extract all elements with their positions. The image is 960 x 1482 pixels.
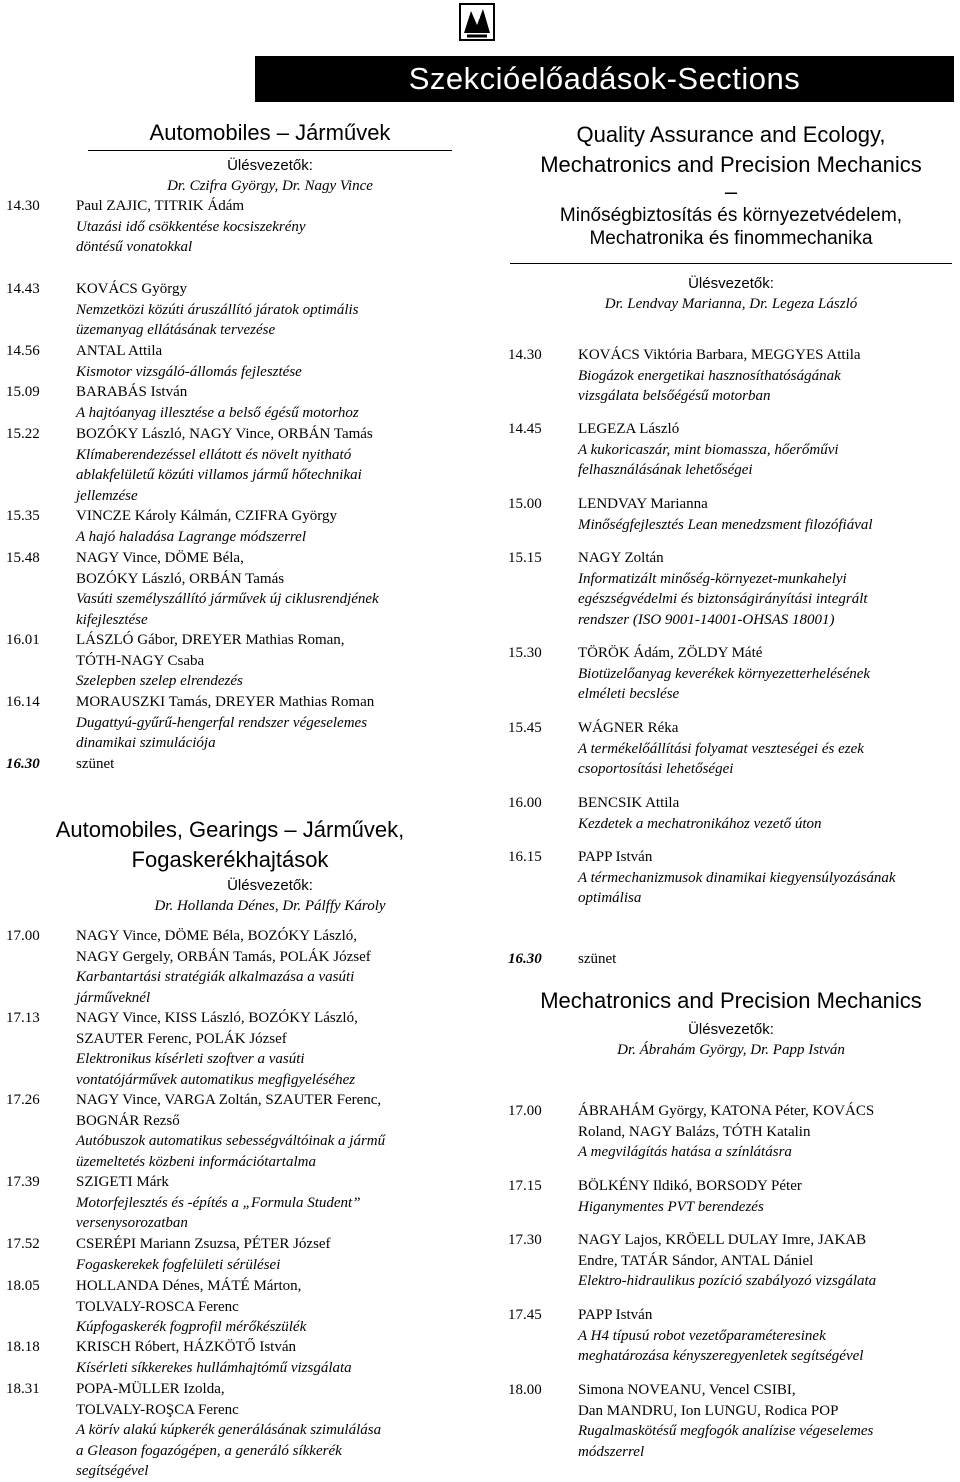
talk-body xyxy=(76,424,456,506)
talk-authors: LÁSZLÓ Gábor, DREYER Mathias Roman, xyxy=(76,632,345,648)
talk-authors: NAGY Zoltán xyxy=(578,550,664,566)
talk-time: 15.22 xyxy=(6,426,40,442)
talk-title: módszerrel xyxy=(578,1443,645,1460)
talk-title: Informatizált minőség-környezet-munkahelyi xyxy=(578,570,847,587)
talk-authors: TOLVALY-ROSCA Ferenc xyxy=(76,1298,239,1315)
talk-body xyxy=(578,1380,958,1462)
chairs-label: Ülésvezetők: xyxy=(688,275,774,292)
talk-title: vizsgálata belsőégésű motorban xyxy=(578,388,771,404)
talk-authors: BENCSIK Attila xyxy=(578,795,680,811)
talk-authors: KOVÁCS Viktória Barbara, MEGGYES Attila xyxy=(578,347,861,363)
talk-authors: NAGY Vince, DÖME Béla, BOZÓKY László, xyxy=(76,928,357,944)
talk-authors: NAGY Gergely, ORBÁN Tamás, POLÁK József xyxy=(76,948,371,965)
talk-title: Utazási idő csökkentése kocsiszekrény xyxy=(76,218,306,235)
talk-authors: KRISCH Róbert, HÁZKÖTŐ István xyxy=(76,1339,296,1355)
talk-time: 17.45 xyxy=(508,1307,542,1323)
section-title-line1: Quality Assurance and Ecology, xyxy=(576,122,886,147)
talk-authors: TOLVALY-ROŞCA Ferenc xyxy=(76,1401,239,1418)
talk-time: 18.18 xyxy=(6,1339,40,1355)
talk-title: optimálisa xyxy=(578,890,642,906)
talk-authors: BOZÓKY László, ORBÁN Tamás xyxy=(76,570,285,587)
talk-body xyxy=(76,506,456,547)
talk-time: 17.52 xyxy=(6,1236,40,1252)
section-title: Mechatronics and Precision Mechanics xyxy=(540,988,922,1013)
talk-time: 17.26 xyxy=(6,1092,40,1108)
talk-title: vontatójárművek automatikus megfigyeléséhez xyxy=(76,1071,356,1088)
section-title-line3: – xyxy=(724,179,738,204)
talk-authors: HOLLANDA Dénes, MÁTÉ Márton, xyxy=(76,1278,302,1294)
talk-time: 15.45 xyxy=(508,720,542,736)
talk-body xyxy=(578,643,958,705)
section-subtitle-line2: Mechatronika és finommechanika xyxy=(589,228,873,249)
section-divider xyxy=(88,150,452,151)
talk-time: 15.09 xyxy=(6,384,40,400)
section-mechatronics xyxy=(506,986,956,1016)
talk-title: Higanymentes PVT berendezés xyxy=(578,1198,764,1215)
talk-body xyxy=(76,1234,456,1275)
talk-title: Karbantartási stratégiák alkalmazása a vasúti xyxy=(76,969,355,985)
talk-body xyxy=(76,1276,456,1338)
section-quality-assurance xyxy=(506,120,956,250)
talk-authors: Endre, TATÁR Sándor, ANTAL Dániel xyxy=(578,1252,814,1269)
talk-time: 18.31 xyxy=(6,1381,40,1397)
talk-body xyxy=(76,692,456,754)
break-time: 16.30 xyxy=(6,756,40,772)
talk-title: Kísérleti síkkerekes hullámhajtómű vizsgálata xyxy=(76,1359,352,1376)
talk-authors: BOZÓKY László, NAGY Vince, ORBÁN Tamás xyxy=(76,426,373,442)
talk-authors: PAPP István xyxy=(578,849,653,865)
talk-authors: CSERÉPI Mariann Zsuzsa, PÉTER József xyxy=(76,1236,331,1252)
talk-title: versenysorozatban xyxy=(76,1215,188,1231)
talk-authors: Roland, NAGY Balázs, TÓTH Katalin xyxy=(578,1123,811,1140)
chairs-block xyxy=(80,876,460,916)
chairs-block xyxy=(80,156,460,196)
talk-title: Elektro-hidraulikus pozíció szabályozó vizsgálata xyxy=(578,1273,877,1289)
talk-authors: Simona NOVEANU, Vencel CSIBI, xyxy=(578,1382,796,1398)
talk-authors: SZAUTER Ferenc, POLÁK József xyxy=(76,1030,287,1047)
talk-authors: BARABÁS István xyxy=(76,384,188,400)
talk-title: üzemeltetés közbeni információtartalma xyxy=(76,1153,316,1170)
chairs-names: Dr. Ábrahám György, Dr. Papp István xyxy=(617,1042,845,1058)
chairs-names: Dr. Lendvay Marianna, Dr. Legeza László xyxy=(604,296,858,312)
talk-body xyxy=(76,382,456,423)
talk-title: Kismotor vizsgáló-állomás fejlesztése xyxy=(76,363,302,380)
section-gearings xyxy=(20,815,440,875)
talk-time: 15.30 xyxy=(508,645,542,661)
talk-body xyxy=(578,345,958,407)
talk-authors: ANTAL Attila xyxy=(76,343,163,359)
talk-time: 17.30 xyxy=(508,1232,542,1248)
talk-body xyxy=(76,630,456,692)
talk-authors: Dan MANDRU, Ion LUNGU, Rodica POP xyxy=(578,1402,839,1419)
talk-title: Dugattyú-gyűrű-hengerfal rendszer végeselemes xyxy=(76,714,368,731)
talk-time: 18.00 xyxy=(508,1382,542,1398)
talk-time: 14.30 xyxy=(6,198,40,214)
talk-authors: NAGY Vince, VARGA Zoltán, SZAUTER Ferenc, xyxy=(76,1092,382,1108)
talk-authors: BOGNÁR Rezső xyxy=(76,1112,180,1129)
talk-time: 17.15 xyxy=(508,1178,542,1194)
talk-title: csoportosítási lehetőségei xyxy=(578,761,734,777)
section-subtitle-line1: Minőségbiztosítás és környezetvédelem, xyxy=(559,205,903,226)
talk-authors: TÖRÖK Ádám, ZÖLDY Máté xyxy=(578,645,763,661)
sections-banner: Szekcióelőadások-Sections xyxy=(255,56,954,102)
talk-title: Biogázok energetikai hasznosíthatóságának xyxy=(578,367,841,384)
talk-time: 18.05 xyxy=(6,1278,40,1294)
chairs-block xyxy=(506,1020,956,1060)
talk-time: 15.35 xyxy=(6,508,40,524)
section-title-line1: Automobiles, Gearings – Járművek, xyxy=(55,817,405,842)
talk-title: Nemzetközi közúti áruszállító járatok optimális xyxy=(76,301,359,318)
talk-body xyxy=(578,1101,958,1163)
talk-title: Biotüzelőanyag keverékek környezetterhelésének xyxy=(578,665,871,682)
talk-body xyxy=(578,793,958,834)
talk-title: üzemanyag ellátásának tervezése xyxy=(76,322,276,338)
talk-title: Elektronikus kísérleti szoftver a vasúti xyxy=(76,1051,305,1067)
section-title: Automobiles – Járművek xyxy=(149,120,391,145)
talk-body xyxy=(76,548,456,630)
talk-authors: BÖLKÉNY Ildikó, BORSODY Péter xyxy=(578,1178,802,1194)
talk-time: 16.15 xyxy=(508,849,542,865)
talk-title: Motorfejlesztés és -építés a „Formula Student” xyxy=(76,1194,361,1211)
chairs-label: Ülésvezetők: xyxy=(227,877,313,894)
talk-title: jellemzése xyxy=(76,487,138,504)
talk-authors: Paul ZAJIC, TITRIK Ádám xyxy=(76,198,245,214)
talk-title: Kúpfogaskerék fogprofil mérőkészülék xyxy=(76,1319,307,1335)
talk-title: rendszer (ISO 9001-14001-OHSAS 18001) xyxy=(578,611,835,628)
talk-body xyxy=(76,279,456,341)
talk-authors: NAGY Vince, DÖME Béla, xyxy=(76,550,244,566)
section-title-line2: Mechatronics and Precision Mechanics xyxy=(540,152,922,177)
talk-authors: ÁBRAHÁM György, KATONA Péter, KOVÁCS xyxy=(578,1103,875,1119)
talk-title: kifejlesztése xyxy=(76,611,148,628)
talk-title: segítségével xyxy=(76,1463,149,1479)
talk-authors: WÁGNER Réka xyxy=(578,720,679,736)
talk-time: 17.13 xyxy=(6,1010,40,1026)
talk-body xyxy=(578,847,958,909)
chairs-label: Ülésvezetők: xyxy=(688,1021,774,1038)
talk-authors: NAGY Vince, KISS László, BOZÓKY László, xyxy=(76,1010,358,1026)
talk-title: Autóbuszok automatikus sebességváltóinak a jármű xyxy=(76,1133,386,1149)
talk-title: A termékelőállítási folyamat veszteségei és ezek xyxy=(578,740,864,757)
talk-authors: KOVÁCS György xyxy=(76,281,187,297)
talk-title: A megvilágítás hatása a színlátásra xyxy=(578,1144,792,1160)
talk-time: 14.43 xyxy=(6,281,40,297)
logo-emblem-icon xyxy=(459,3,495,41)
talk-body xyxy=(76,1008,456,1090)
talk-title: ablakfelületű közúti villamos jármű hőtechnikai xyxy=(76,467,362,483)
talk-title: A H4 típusú robot vezetőparaméteresinek xyxy=(578,1327,826,1344)
break-label: szünet xyxy=(578,951,617,967)
section-automobiles xyxy=(88,118,452,148)
talk-title: dinamikai szimulációja xyxy=(76,735,216,751)
talk-authors: LEGEZA László xyxy=(578,421,680,437)
talk-time: 14.30 xyxy=(508,347,542,363)
talk-authors: LENDVAY Marianna xyxy=(578,496,708,512)
talk-body xyxy=(76,196,456,258)
talk-body xyxy=(76,341,456,382)
talk-body xyxy=(578,419,958,481)
talk-time: 17.00 xyxy=(508,1103,542,1119)
talk-body xyxy=(578,718,958,780)
talk-body xyxy=(578,1230,958,1292)
talk-authors: VINCZE Károly Kálmán, CZIFRA György xyxy=(76,508,337,524)
talk-body xyxy=(578,1176,958,1217)
talk-title: A körív alakú kúpkerék generálásának szimulálása xyxy=(76,1422,382,1438)
talk-time: 17.39 xyxy=(6,1174,40,1190)
talk-title: a Gleason fogazógépen, a generáló síkkerék xyxy=(76,1442,342,1459)
chairs-label: Ülésvezetők: xyxy=(227,157,313,174)
chairs-names: Dr. Czifra György, Dr. Nagy Vince xyxy=(167,178,373,194)
talk-time: 15.00 xyxy=(508,496,542,512)
chairs-block xyxy=(506,274,956,314)
talk-authors: MORAUSZKI Tamás, DREYER Mathias Roman xyxy=(76,694,375,710)
talk-title: Fogaskerekek fogfelületi sérülései xyxy=(76,1256,281,1273)
talk-authors: NAGY Lajos, KRÖELL DULAY Imre, JAKAB xyxy=(578,1232,867,1248)
talk-title: döntésű vonatokkal xyxy=(76,239,193,255)
talk-body xyxy=(578,1305,958,1367)
talk-title: Szelepben szelep elrendezés xyxy=(76,673,243,689)
talk-body xyxy=(76,1090,456,1172)
talk-body xyxy=(76,1379,456,1482)
talk-title: A hajó haladása Lagrange módszerrel xyxy=(76,528,307,545)
talk-body xyxy=(76,926,456,1008)
talk-title: Minőségfejlesztés Lean menedzsment filozófiával xyxy=(578,516,873,533)
talk-authors: POPA-MÜLLER Izolda, xyxy=(76,1381,225,1397)
talk-time: 17.00 xyxy=(6,928,40,944)
talk-time: 14.45 xyxy=(508,421,542,437)
talk-body xyxy=(578,548,958,630)
talk-title: egészségvédelmi és biztonságirányítási integrált xyxy=(578,591,868,607)
talk-time: 15.15 xyxy=(508,550,542,566)
talk-title: elméleti becslése xyxy=(578,686,680,702)
talk-body xyxy=(76,1337,456,1378)
talk-time: 16.14 xyxy=(6,694,40,710)
break-label: szünet xyxy=(76,756,115,772)
talk-title: felhasználásának lehetőségei xyxy=(578,462,753,478)
talk-time: 15.48 xyxy=(6,550,40,566)
talk-time: 16.00 xyxy=(508,795,542,811)
talk-title: A kukoricaszár, mint biomassza, hőerőművi xyxy=(578,441,839,458)
talk-body xyxy=(76,1172,456,1234)
talk-body xyxy=(578,494,958,535)
talk-authors: TÓTH-NAGY Csaba xyxy=(76,652,205,669)
talk-time: 14.56 xyxy=(6,343,40,359)
talk-title: járműveknél xyxy=(76,989,151,1006)
break-time: 16.30 xyxy=(508,951,542,967)
section-divider xyxy=(510,263,952,264)
talk-authors: SZIGETI Márk xyxy=(76,1174,169,1190)
talk-authors: PAPP István xyxy=(578,1307,653,1323)
talk-title: Vasúti személyszállító járművek új ciklusrendjének xyxy=(76,591,379,607)
section-title-line2: Fogaskerékhajtások xyxy=(131,847,329,872)
talk-title: Klímaberendezéssel ellátott és növelt nyitható xyxy=(76,446,352,463)
talk-title: Rugalmaskötésű megfogók analízise végeselemes xyxy=(578,1423,874,1439)
talk-title: A térmechanizmusok dinamikai kiegyensúlyozásának xyxy=(578,869,896,886)
talk-time: 16.01 xyxy=(6,632,40,648)
talk-title: Kezdetek a mechatronikához vezető úton xyxy=(578,815,822,832)
chairs-names: Dr. Hollanda Dénes, Dr. Pálffy Károly xyxy=(154,898,386,914)
talk-title: meghatározása kényszeregyenletek segítségével xyxy=(578,1348,864,1364)
talk-title: A hajtóanyag illesztése a belső égésű motorhoz xyxy=(76,404,359,421)
